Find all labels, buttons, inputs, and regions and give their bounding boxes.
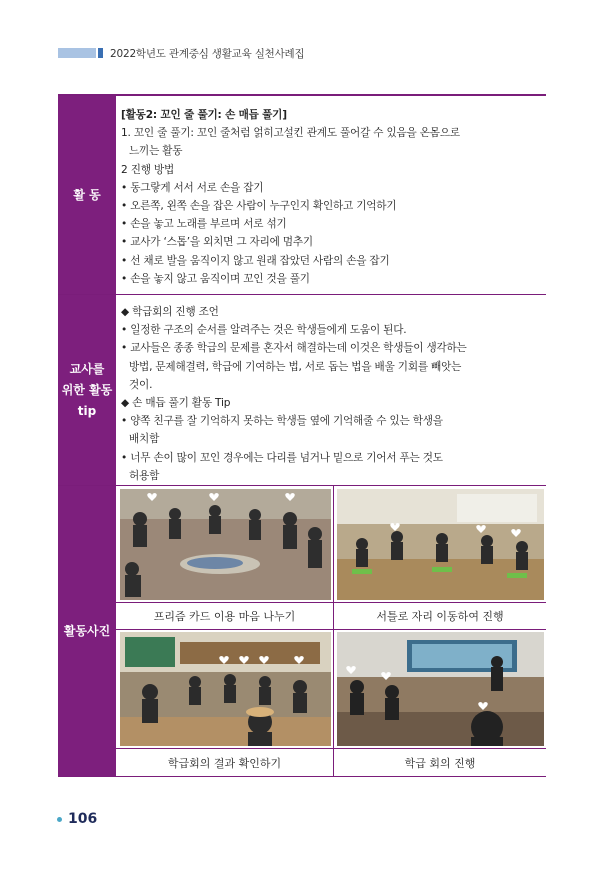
tip-line: 허용함 (129, 469, 160, 482)
activity-line: • 손을 놓고 노래를 부르며 서로 섞기 (121, 218, 287, 231)
activity-line: 2 진행 방법 (121, 163, 175, 176)
activity-content (121, 106, 551, 288)
photos-row-label (58, 486, 116, 777)
tip-content (121, 303, 551, 485)
photo-class-meeting (337, 632, 544, 746)
running-header (58, 46, 304, 60)
activity-label-text: 활 동 (73, 187, 101, 202)
page-number-text: 106 (68, 811, 98, 827)
tip-line: 방법, 문제해결력, 학급에 기여하는 법, 서로 돕는 법을 배울 기회를 빼앗는 (129, 360, 462, 373)
photo-grid-divider (333, 486, 334, 777)
activity-line: • 교사가 ‘스톱’을 외치면 그 자리에 멈추기 (121, 236, 313, 249)
tip-line: 배치함 (129, 433, 160, 446)
photo-prism-cards (120, 489, 331, 600)
tip-row-label (58, 295, 116, 485)
page-number-dot (57, 817, 62, 822)
tip-line: • 양쪽 친구를 잘 기억하지 못하는 학생들 옆에 기억해줄 수 있는 학생을 (121, 415, 443, 428)
photo-caption: 서틀로 자리 이동하여 진행 (376, 610, 504, 623)
activity-line: 느끼는 활동 (129, 145, 183, 158)
header-decor-bar-dark (98, 48, 103, 58)
tip-line: • 일정한 구조의 순서를 알려주는 것은 학생들에게 도움이 된다. (121, 324, 407, 337)
photo-shuttle-seating (337, 489, 544, 600)
tip-line: ◆ 학급회의 진행 조언 (121, 306, 219, 318)
activity-line: • 동그랗게 서서 서로 손을 잡기 (121, 181, 264, 194)
photo-grid-divider (116, 629, 546, 630)
page-number (57, 811, 97, 827)
photo-meeting-results (120, 632, 331, 746)
classroom-photo-4 (337, 632, 544, 746)
photo-caption: 학급 회의 진행 (404, 757, 476, 770)
table-top-border (58, 94, 546, 96)
classroom-photo-2 (337, 489, 544, 600)
header-decor-bar-light (58, 48, 96, 58)
row-divider (58, 294, 546, 295)
tip-line: ◆ 손 매듭 풀기 활동 Tip (121, 397, 231, 410)
activity-table (58, 94, 546, 777)
tip-line: • 교사들은 종종 학급의 문제를 혼자서 해결하는데 이것은 학생들이 생각하는 (121, 342, 467, 355)
activity-row-label (58, 96, 116, 294)
tip-label-line: tip (77, 403, 97, 418)
photo-caption: 학급회의 결과 확인하기 (167, 757, 282, 770)
header-title: 2022학년도 관계중심 생활교육 실천사례집 (110, 47, 305, 60)
tip-label-line: 교사를 (69, 361, 105, 376)
classroom-photo-1 (120, 489, 331, 600)
activity-line: • 오른쪽, 왼쪽 손을 잡은 사람이 누구인지 확인하고 기억하기 (121, 200, 397, 213)
photo-grid-divider (116, 602, 546, 603)
row-divider (58, 485, 546, 486)
photo-grid-divider (116, 748, 546, 749)
classroom-photo-3 (120, 632, 331, 746)
activity-line: • 선 채로 발을 움직이지 않고 원래 잡았던 사람의 손을 잡기 (121, 254, 390, 267)
photos-label-text: 활동사진 (63, 624, 111, 638)
table-bottom-border (58, 776, 546, 777)
tip-label-line: 위한 활동 (61, 382, 113, 397)
photo-caption: 프리즘 카드 이용 마음 나누기 (153, 610, 296, 623)
tip-line: 것이. (129, 378, 153, 391)
tip-line: • 너무 손이 많이 꼬인 경우에는 다리를 넘거나 밑으로 기어서 푸는 것도 (121, 451, 443, 464)
activity-title: [활동2: 꼬인 줄 풀기: 손 매듭 풀기] (121, 109, 287, 121)
activity-line: • 손을 놓지 않고 움직이며 꼬인 것을 풀기 (121, 272, 310, 285)
activity-line: 1. 꼬인 줄 풀기: 꼬인 줄처럼 얽히고설킨 관계도 풀어갈 수 있음을 온몸으로 (121, 127, 460, 140)
